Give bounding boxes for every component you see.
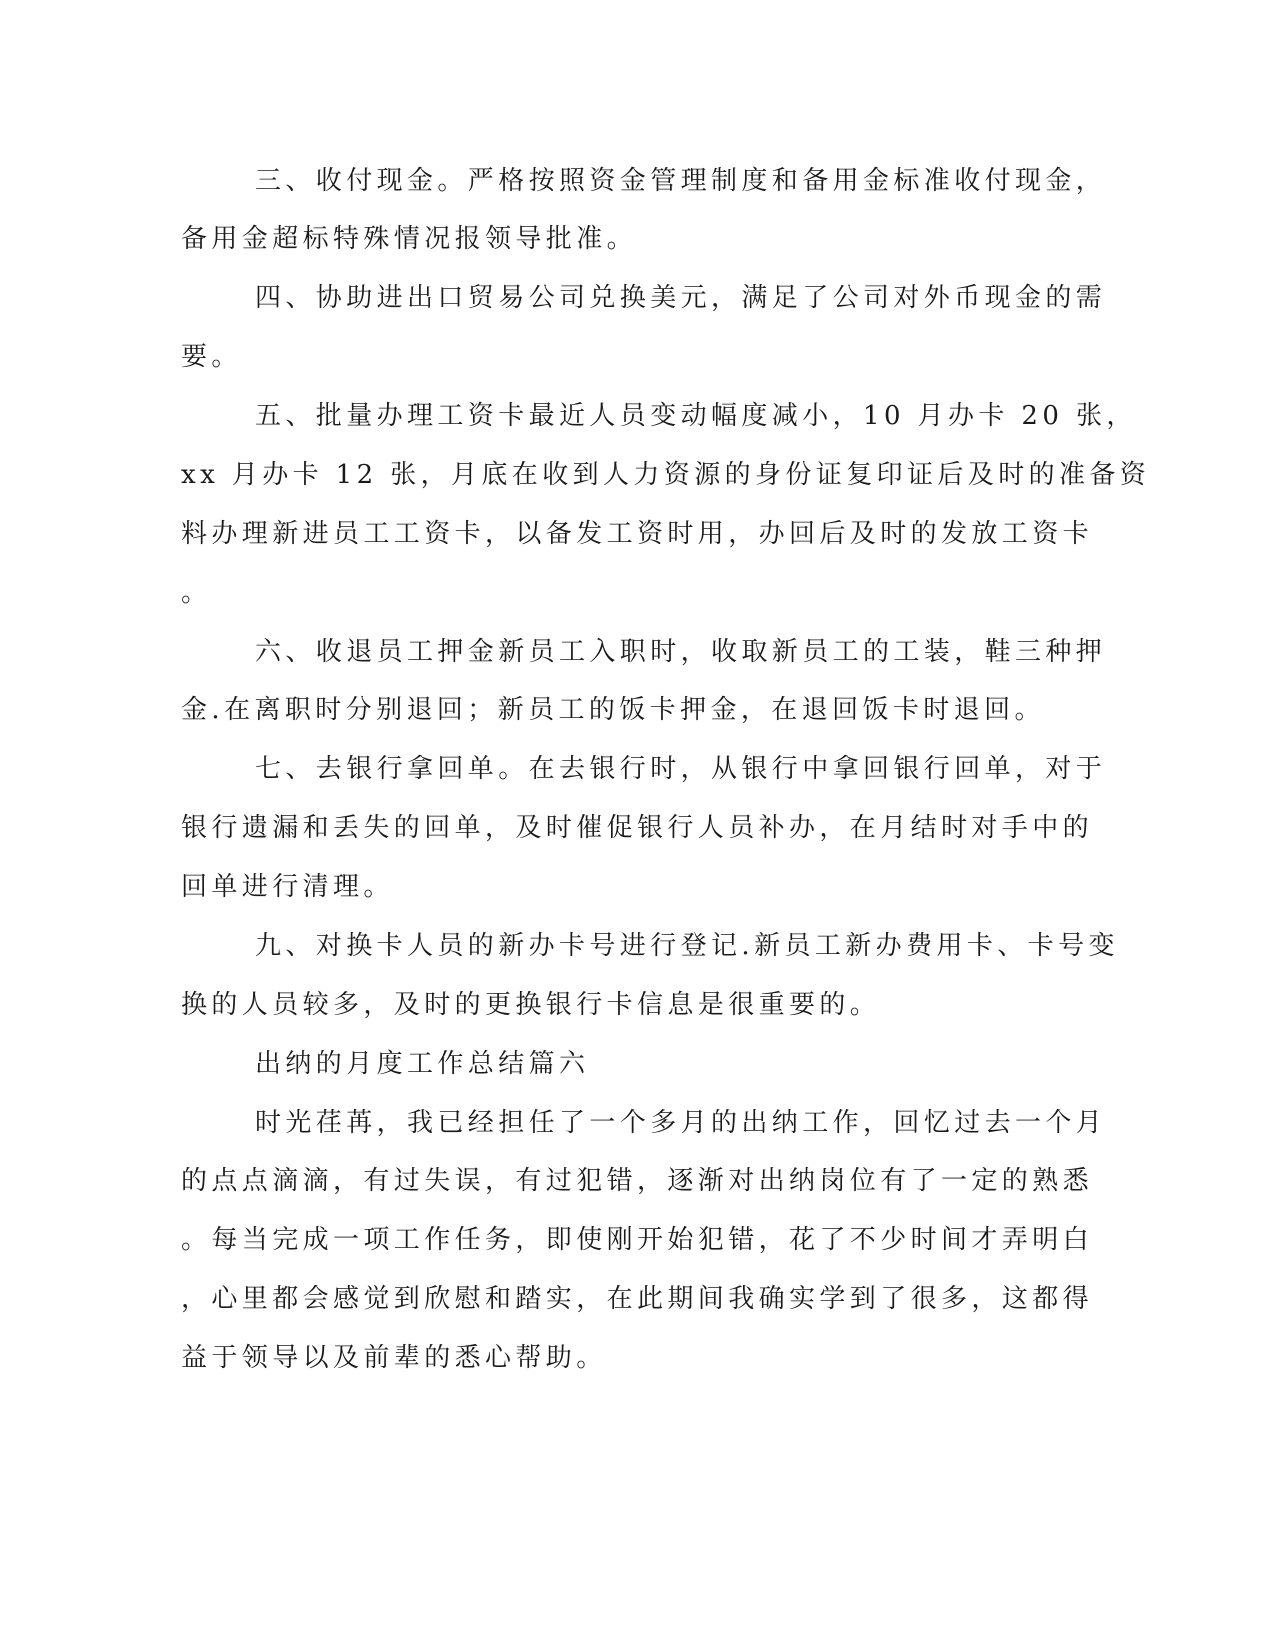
paragraph-usd-line-2: 要。 bbox=[181, 342, 242, 372]
paragraph-card-register-line-2: 换的人员较多，及时的更换银行卡信息是很重要的。 bbox=[181, 990, 881, 1020]
paragraph-card-register-line-1: 九、对换卡人员的新办卡号进行登记.新员工新办费用卡、卡号变 bbox=[255, 931, 1119, 961]
section-heading: 出纳的月度工作总结篇六 bbox=[255, 1049, 590, 1079]
paragraph-bank-receipt-line-3: 回单进行清理。 bbox=[181, 872, 394, 902]
paragraph-usd-line-1: 四、协助进出口贸易公司兑换美元，满足了公司对外币现金的需 bbox=[255, 283, 1107, 313]
paragraph-bank-receipt-line-2: 银行遗漏和丢失的回单，及时催促银行人员补办，在月结时对手中的 bbox=[181, 813, 1094, 843]
paragraph-cash-line-2: 备用金超标特殊情况报领导批准。 bbox=[181, 224, 638, 254]
paragraph-summary-line-4: ，心里都会感觉到欣慰和踏实，在此期间我确实学到了很多，这都得 bbox=[181, 1284, 1094, 1314]
paragraph-summary-line-5: 益于领导以及前辈的悉心帮助。 bbox=[181, 1343, 607, 1373]
paragraph-summary-line-2: 的点点滴滴，有过失误，有过犯错，逐渐对出纳岗位有了一定的熟悉 bbox=[181, 1166, 1094, 1196]
paragraph-summary-line-3: 。每当完成一项工作任务，即使刚开始犯错，花了不少时间才弄明白 bbox=[181, 1225, 1094, 1255]
paragraph-deposit-line-1: 六、收退员工押金新员工入职时，收取新员工的工装，鞋三种押 bbox=[255, 637, 1107, 667]
paragraph-cash-line-1: 三、收付现金。严格按照资金管理制度和备用金标准收付现金， bbox=[255, 166, 1107, 196]
paragraph-salary-card-line-2: xx 月办卡 12 张，月底在收到人力资源的身份证复印证后及时的准备资 bbox=[181, 460, 1151, 490]
paragraph-bank-receipt-line-1: 七、去银行拿回单。在去银行时，从银行中拿回银行回单，对于 bbox=[255, 754, 1107, 784]
paragraph-deposit-line-2: 金.在离职时分别退回；新员工的饭卡押金，在退回饭卡时退回。 bbox=[181, 695, 1045, 725]
paragraph-salary-card-line-4: 。 bbox=[181, 578, 212, 608]
paragraph-salary-card-line-3: 料办理新进员工工资卡，以备发工资时用，办回后及时的发放工资卡 bbox=[181, 519, 1094, 549]
paragraph-salary-card-line-1: 五、批量办理工资卡最近人员变动幅度减小，10 月办卡 20 张， bbox=[255, 401, 1137, 431]
paragraph-summary-line-1: 时光荏苒，我已经担任了一个多月的出纳工作，回忆过去一个月 bbox=[255, 1108, 1107, 1138]
